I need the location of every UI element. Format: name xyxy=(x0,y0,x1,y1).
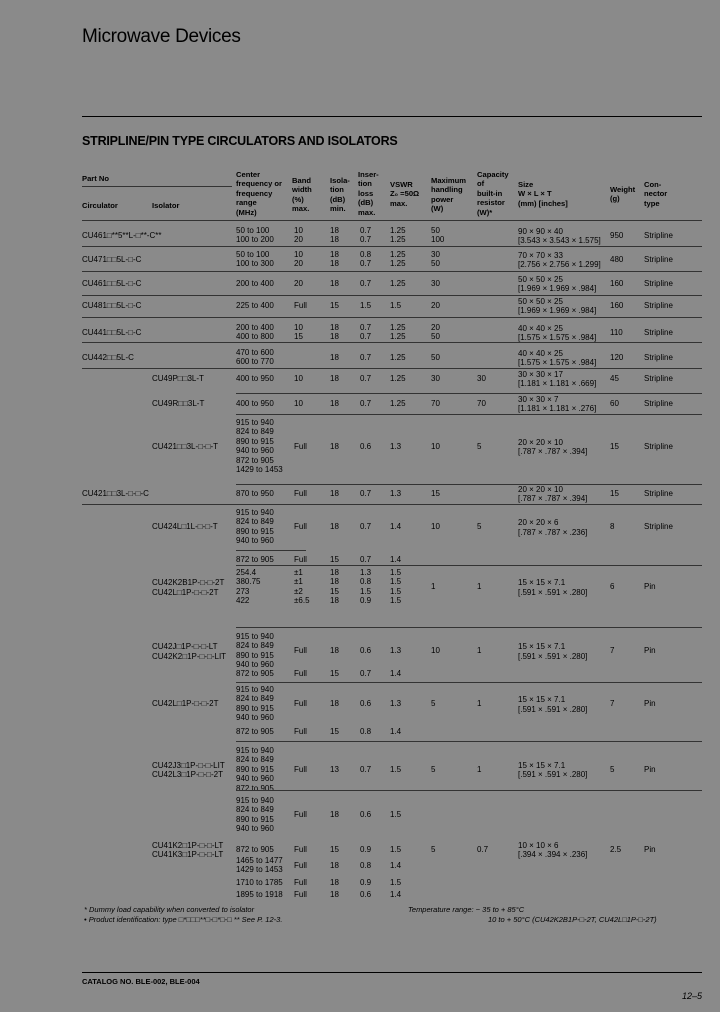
max-power-cell: 70 xyxy=(431,399,440,408)
isolation-cell: 18 xyxy=(330,279,339,288)
max-power-cell: 10 xyxy=(431,441,440,451)
header-frequency: Center frequency or frequency range (MHz) xyxy=(236,170,282,217)
isolation-cell: 18 xyxy=(330,878,339,887)
row-divider xyxy=(82,295,702,296)
isolation-cell: 18 xyxy=(330,699,339,709)
band-width-cell: Full xyxy=(294,845,307,854)
band-width-cell: Full xyxy=(294,878,307,887)
vswr-cell: 1.25 xyxy=(390,352,406,362)
header-vswr: VSWR Z₀ =50Ω max. xyxy=(390,180,420,208)
isolator-part: CU42J□1P-□-□-LT CU42K2□1P-□-□-LIT xyxy=(152,642,227,661)
vswr-cell: 1.25 1.25 xyxy=(390,250,406,269)
insertion-loss-cell: 0.8 xyxy=(360,860,372,870)
vswr-cell: 1.5 1.5 1.5 1.5 xyxy=(390,568,402,606)
row-divider xyxy=(82,504,702,505)
connector-cell: Stripline xyxy=(644,489,673,498)
header-resistor-capacity: Capacity of built-in resistor (W)* xyxy=(477,170,509,217)
connector-cell: Stripline xyxy=(644,441,673,451)
isolation-cell: 18 xyxy=(330,810,339,820)
vswr-cell: 1.25 xyxy=(390,374,406,383)
row-divider xyxy=(236,790,702,791)
weight-cell: 120 xyxy=(610,352,624,362)
insertion-loss-cell: 0.7 xyxy=(360,489,372,498)
vswr-cell: 1.4 xyxy=(390,555,402,564)
max-power-cell: 5 xyxy=(431,845,436,854)
frequency-cell: 400 to 950 xyxy=(236,374,274,383)
resistor-capacity-cell: 5 xyxy=(477,441,482,451)
insertion-loss-cell: 0.7 xyxy=(360,352,372,362)
vswr-cell: 1.5 xyxy=(390,301,402,310)
insertion-loss-cell: 0.6 xyxy=(360,646,372,656)
weight-cell: 7 xyxy=(610,646,615,656)
size-cell: 90 × 90 × 40 [3.543 × 3.543 × 1.575] xyxy=(518,226,601,246)
isolation-cell: 18 xyxy=(330,890,339,899)
weight-cell: 160 xyxy=(610,301,624,310)
band-width-cell: Full xyxy=(294,727,307,736)
band-width-cell: 10 15 xyxy=(294,323,303,342)
footer-rule xyxy=(82,972,702,973)
temperature-range-2: 10 to + 50°C (CU42K2B1P-□-2T, CU42L□1P-□-2T) xyxy=(488,915,657,924)
row-divider xyxy=(236,550,306,551)
connector-cell: Pin xyxy=(644,845,656,854)
frequency-cell: 872 to 905 xyxy=(236,727,274,736)
circulator-part: CU481□□5L-□-C xyxy=(82,301,142,310)
isolation-cell: 13 xyxy=(330,764,339,774)
frequency-cell: 915 to 940 824 to 849 890 to 915 940 to 960 xyxy=(236,508,274,546)
weight-cell: 7 xyxy=(610,699,615,709)
insertion-loss-cell: 0.7 xyxy=(360,555,372,564)
insertion-loss-cell: 0.7 xyxy=(360,279,372,288)
circulator-part: CU442□□5L-C xyxy=(82,352,134,362)
band-width-cell: Full xyxy=(294,489,307,498)
isolation-cell: 18 18 xyxy=(330,226,339,245)
insertion-loss-cell: 1.3 0.8 1.5 0.9 xyxy=(360,568,372,606)
insertion-loss-cell: 0.9 xyxy=(360,845,372,854)
isolator-part: CU42J3□1P-□-□-LIT CU42L3□1P-□-□-2T xyxy=(152,760,225,780)
band-width-cell: 20 xyxy=(294,279,303,288)
isolation-cell: 18 xyxy=(330,860,339,870)
weight-cell: 480 xyxy=(610,254,624,264)
header-max-power: Maximum handling power (W) xyxy=(431,176,467,214)
band-width-cell: ±1 ±1 ±2 ±6.5 xyxy=(294,568,310,606)
weight-cell: 110 xyxy=(610,327,623,337)
isolation-cell: 18 xyxy=(330,374,339,383)
weight-cell: 950 xyxy=(610,230,624,240)
row-divider xyxy=(236,484,702,485)
band-width-cell: Full xyxy=(294,646,307,656)
max-power-cell: 5 xyxy=(431,764,436,774)
row-divider xyxy=(82,342,702,343)
page-number: 12–5 xyxy=(681,991,702,1001)
circulator-part: CU461□**5**L-□**-C** xyxy=(82,230,162,240)
row-divider xyxy=(236,682,702,683)
insertion-loss-cell: 0.6 xyxy=(360,699,372,709)
vswr-cell: 1.4 xyxy=(390,669,402,678)
size-cell: 10 × 10 × 6 [.394 × .394 × .236] xyxy=(518,841,588,860)
isolation-cell: 18 18 15 18 xyxy=(330,568,339,606)
row-divider xyxy=(236,565,702,566)
size-cell: 15 × 15 × 7.1 [.591 × .591 × .280] xyxy=(518,642,588,661)
header-part-divider xyxy=(82,186,232,187)
band-width-cell: Full xyxy=(294,699,307,709)
weight-cell: 160 xyxy=(610,279,624,288)
row-divider xyxy=(236,393,702,394)
weight-cell: 60 xyxy=(610,399,619,408)
band-width-cell: Full xyxy=(294,555,307,564)
isolation-cell: 18 xyxy=(330,646,339,656)
insertion-loss-cell: 0.7 xyxy=(360,669,372,678)
resistor-capacity-cell: 0.7 xyxy=(477,845,489,854)
frequency-cell: 915 to 940 824 to 849 890 to 915 940 to 960 xyxy=(236,632,274,670)
resistor-capacity-cell: 30 xyxy=(477,374,486,383)
max-power-cell: 30 xyxy=(431,279,440,288)
header-band-width: Band width (%) max. xyxy=(292,176,312,214)
header-isolation: Isola- tion (dB) min. xyxy=(330,176,350,214)
frequency-cell: 50 to 100 100 to 200 xyxy=(236,226,274,245)
insertion-loss-cell: 0.7 xyxy=(360,399,372,408)
frequency-cell: 1895 to 1918 xyxy=(236,890,283,899)
insertion-loss-cell: 0.7 0.7 xyxy=(360,226,372,245)
band-width-cell: Full xyxy=(294,669,307,678)
connector-cell: Stripline xyxy=(644,522,673,532)
band-width-cell: 10 20 xyxy=(294,226,303,245)
insertion-loss-cell: 0.7 0.7 xyxy=(360,323,372,342)
isolation-cell: 15 xyxy=(330,555,339,564)
frequency-cell: 254.4 380.75 273 422 xyxy=(236,568,261,606)
band-width-cell: Full xyxy=(294,301,307,310)
frequency-cell: 915 to 940 824 to 849 890 to 915 940 to 960 872 to 905 1429 to 1453 xyxy=(236,418,283,475)
connector-cell: Stripline xyxy=(644,399,673,408)
vswr-cell: 1.4 xyxy=(390,890,402,899)
insertion-loss-cell: 0.7 xyxy=(360,522,372,532)
insertion-loss-cell: 0.7 xyxy=(360,764,372,774)
size-cell: 30 × 30 × 17 [1.181 × 1.181 × .669] xyxy=(518,370,597,389)
band-width-cell: Full xyxy=(294,890,307,899)
vswr-cell: 1.4 xyxy=(390,727,402,736)
insertion-loss-cell: 0.6 xyxy=(360,441,372,451)
band-width-cell: Full xyxy=(294,810,307,820)
isolation-cell: 18 xyxy=(330,352,339,362)
vswr-cell: 1.4 xyxy=(390,522,402,532)
temperature-range: Temperature range: − 35 to + 85°C xyxy=(408,905,525,914)
size-cell: 20 × 20 × 10 [.787 × .787 × .394] xyxy=(518,485,588,504)
header-part-no: Part No xyxy=(82,174,110,183)
page-title: Microwave Devices xyxy=(82,26,241,47)
row-divider xyxy=(236,741,702,742)
weight-cell: 45 xyxy=(610,374,619,383)
vswr-cell: 1.25 1.25 xyxy=(390,323,406,342)
max-power-cell: 30 xyxy=(431,374,440,383)
isolator-part: CU42K2B1P-□-□-2T CU42L□1P-□-□-2T xyxy=(152,578,225,597)
header-connector: Con- nector type xyxy=(644,180,668,208)
max-power-cell: 20 50 xyxy=(431,323,440,342)
size-cell: 15 × 15 × 7.1 [.591 × .591 × .280] xyxy=(518,695,588,714)
insertion-loss-cell: 1.5 xyxy=(360,301,372,310)
connector-cell: Stripline xyxy=(644,301,673,310)
isolator-part: CU421□□3L-□-□-T xyxy=(152,441,219,451)
top-rule xyxy=(82,116,702,117)
frequency-cell: 200 to 400 xyxy=(236,279,274,288)
frequency-cell: 870 to 950 xyxy=(236,489,274,498)
vswr-cell: 1.25 xyxy=(390,399,406,408)
connector-cell: Pin xyxy=(644,699,656,709)
isolation-cell: 15 xyxy=(330,669,339,678)
vswr-cell: 1.25 xyxy=(390,279,406,288)
circulator-part: CU461□□5L-□-C xyxy=(82,279,142,288)
isolator-part: CU41K2□1P-□-□-LT CU41K3□1P-□-□-LT xyxy=(152,841,224,860)
frequency-cell: 200 to 400 400 to 800 xyxy=(236,323,274,342)
isolation-cell: 18 xyxy=(330,441,339,451)
isolation-cell: 18 18 xyxy=(330,323,339,342)
size-cell: 70 × 70 × 33 [2.756 × 2.756 × 1.299] xyxy=(518,250,601,270)
resistor-capacity-cell: 1 xyxy=(477,764,482,774)
connector-cell: Stripline xyxy=(644,279,673,288)
vswr-cell: 1.3 xyxy=(390,489,402,498)
insertion-loss-cell: 0.7 xyxy=(360,374,372,383)
band-width-cell: Full xyxy=(294,441,307,451)
band-width-cell: 10 xyxy=(294,374,303,383)
insertion-loss-cell: 0.9 xyxy=(360,878,372,887)
header-insertion-loss: Inser- tion loss (dB) max. xyxy=(358,170,379,217)
row-divider xyxy=(236,627,702,628)
max-power-cell: 50 100 xyxy=(431,226,445,245)
insertion-loss-cell: 0.8 0.7 xyxy=(360,250,372,269)
band-width-cell: Full xyxy=(294,764,307,774)
isolator-part: CU49R□□3L-T xyxy=(152,399,205,408)
isolation-cell: 15 xyxy=(330,727,339,736)
isolation-cell: 18 xyxy=(330,399,339,408)
frequency-cell: 915 to 940 824 to 849 890 to 915 940 to 960 xyxy=(236,685,274,723)
connector-cell: Stripline xyxy=(644,230,673,240)
size-cell: 20 × 20 × 10 [.787 × .787 × .394] xyxy=(518,437,588,456)
frequency-cell: 872 to 905 xyxy=(236,845,274,854)
isolator-part: CU42L□1P-□-□-2T xyxy=(152,699,219,709)
connector-cell: Stripline xyxy=(644,254,673,264)
footnote-2: • Product identification: type □*□□□**□-□*□-□ ** See P. 12-3. xyxy=(84,915,283,924)
max-power-cell: 1 xyxy=(431,582,436,592)
weight-cell: 15 xyxy=(610,441,619,451)
frequency-cell: 1465 to 1477 1429 to 1453 xyxy=(236,856,283,875)
catalog-number: CATALOG NO. BLE-002, BLE-004 xyxy=(82,977,200,986)
frequency-cell: 1710 to 1785 xyxy=(236,878,283,887)
band-width-cell: Full xyxy=(294,522,307,532)
footnote-1: * Dummy load capability when converted to isolator xyxy=(84,905,255,914)
row-divider xyxy=(82,368,702,369)
header-weight: Weight (g) xyxy=(610,185,636,204)
frequency-cell: 872 to 905 xyxy=(236,555,274,564)
vswr-cell: 1.4 xyxy=(390,860,402,870)
header-size: Size W × L × T (mm) [inches] xyxy=(518,180,568,208)
isolation-cell: 18 18 xyxy=(330,250,339,269)
max-power-cell: 5 xyxy=(431,699,436,709)
vswr-cell: 1.3 xyxy=(390,441,402,451)
isolation-cell: 18 xyxy=(330,522,339,532)
resistor-capacity-cell: 5 xyxy=(477,522,482,532)
frequency-cell: 400 to 950 xyxy=(236,399,274,408)
header-isolator: Isolator xyxy=(152,201,180,210)
insertion-loss-cell: 0.6 xyxy=(360,890,372,899)
max-power-cell: 20 xyxy=(431,301,440,310)
circulator-part: CU471□□5L-□-C xyxy=(82,254,142,264)
max-power-cell: 10 xyxy=(431,522,440,532)
row-divider xyxy=(82,271,702,272)
row-divider xyxy=(236,414,702,415)
band-width-cell: 10 20 xyxy=(294,250,303,269)
frequency-cell: 470 to 600 600 to 770 xyxy=(236,348,274,367)
band-width-cell: Full xyxy=(294,860,307,870)
size-cell: 40 × 40 × 25 [1.575 × 1.575 × .984] xyxy=(518,348,597,368)
connector-cell: Pin xyxy=(644,646,656,656)
size-cell: 50 × 50 × 25 [1.969 × 1.969 × .984] xyxy=(518,275,597,294)
frequency-cell: 915 to 940 824 to 849 890 to 915 940 to 960 872 to 905 xyxy=(236,746,274,793)
max-power-cell: 30 50 xyxy=(431,250,440,269)
vswr-cell: 1.5 xyxy=(390,810,402,820)
size-cell: 15 × 15 × 7.1 [.591 × .591 × .280] xyxy=(518,760,588,780)
row-divider xyxy=(82,317,702,318)
vswr-cell: 1.5 xyxy=(390,764,402,774)
connector-cell: Stripline xyxy=(644,374,673,383)
vswr-cell: 1.5 xyxy=(390,845,402,854)
size-cell: 50 × 50 × 25 [1.969 × 1.969 × .984] xyxy=(518,297,597,316)
band-width-cell: 10 xyxy=(294,399,303,408)
row-divider xyxy=(82,246,702,247)
weight-cell: 8 xyxy=(610,522,615,532)
header-circulator: Circulator xyxy=(82,201,118,210)
size-cell: 15 × 15 × 7.1 [.591 × .591 × .280] xyxy=(518,578,588,597)
header-rule xyxy=(82,220,702,221)
vswr-cell: 1.3 xyxy=(390,646,402,656)
frequency-cell: 225 to 400 xyxy=(236,301,274,310)
circulator-part: CU421□□3L-□-□-C xyxy=(82,489,149,498)
resistor-capacity-cell: 1 xyxy=(477,646,482,656)
isolator-part: CU424L□1L-□-□-T xyxy=(152,522,218,532)
resistor-capacity-cell: 70 xyxy=(477,399,486,408)
isolator-part: CU49P□□3L-T xyxy=(152,374,204,383)
isolation-cell: 15 xyxy=(330,845,339,854)
size-cell: 40 × 40 × 25 [1.575 × 1.575 × .984] xyxy=(518,323,597,343)
frequency-cell: 50 to 100 100 to 300 xyxy=(236,250,274,269)
max-power-cell: 10 xyxy=(431,646,440,656)
size-cell: 30 × 30 × 7 [1.181 × 1.181 × .276] xyxy=(518,395,597,414)
circulator-part: CU441□□5L-□-C xyxy=(82,327,142,337)
weight-cell: 2.5 xyxy=(610,845,622,854)
max-power-cell: 15 xyxy=(431,489,440,498)
section-title: STRIPLINE/PIN TYPE CIRCULATORS AND ISOLATORS xyxy=(82,134,398,148)
insertion-loss-cell: 0.6 xyxy=(360,810,372,820)
insertion-loss-cell: 0.8 xyxy=(360,727,372,736)
connector-cell: Pin xyxy=(644,582,656,592)
connector-cell: Pin xyxy=(644,764,656,774)
size-cell: 20 × 20 × 6 [.787 × .787 × .236] xyxy=(518,518,588,537)
resistor-capacity-cell: 1 xyxy=(477,582,482,592)
vswr-cell: 1.5 xyxy=(390,878,402,887)
vswr-cell: 1.3 xyxy=(390,699,402,709)
isolation-cell: 18 xyxy=(330,489,339,498)
connector-cell: Stripline xyxy=(644,327,673,337)
isolation-cell: 15 xyxy=(330,301,339,310)
frequency-cell: 872 to 905 xyxy=(236,669,274,678)
max-power-cell: 50 xyxy=(431,352,440,362)
weight-cell: 15 xyxy=(610,489,619,498)
vswr-cell: 1.25 1.25 xyxy=(390,226,406,245)
frequency-cell: 915 to 940 824 to 849 890 to 915 940 to 960 xyxy=(236,796,274,834)
weight-cell: 6 xyxy=(610,582,615,592)
weight-cell: 5 xyxy=(610,764,615,774)
resistor-capacity-cell: 1 xyxy=(477,699,482,709)
connector-cell: Stripline xyxy=(644,352,673,362)
